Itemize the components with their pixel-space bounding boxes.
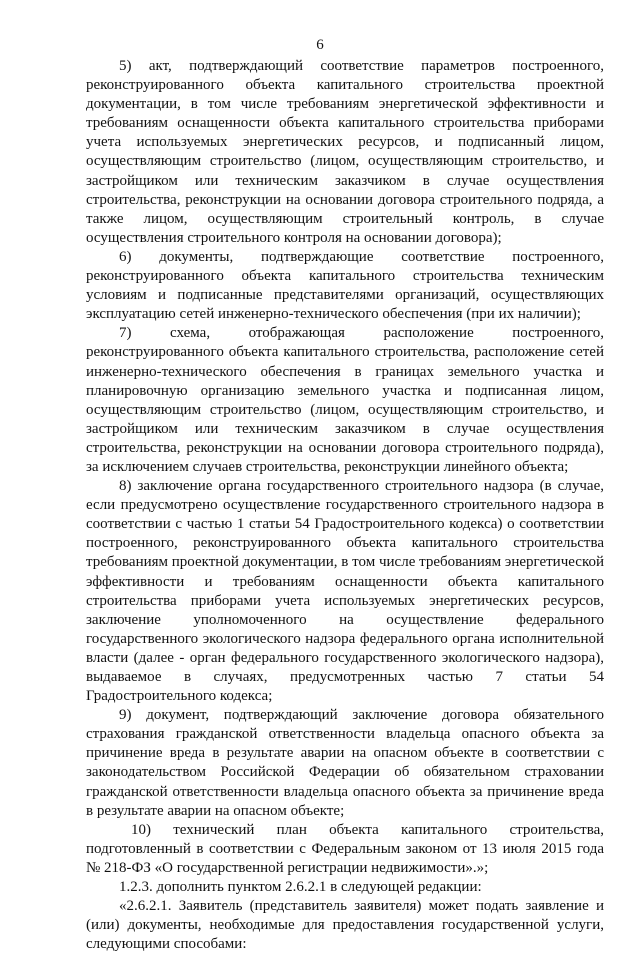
paragraph-item-10: 10) технический план объекта капитального строительства, подготовленный в соответствии с Федеральным законом от 13 июля 2015 года № 218-ФЗ «О государственной регистрации недвижимости».»; (86, 821, 604, 876)
paragraph-item-9: 9) документ, подтверждающий заключение договора обязательного страхования гражданской ответственности владельца опасного объекта за причинение вреда в результате аварии на опасном объекте в соответствии с законодательством Российской Федерации об обязательном страховании гражданской ответственности владельца опасного объекта за причинение вреда в результате аварии на опасном объекте; (86, 707, 604, 819)
paragraph-clause-2-6-2-1: «2.6.2.1. Заявитель (представитель заявителя) может подать заявление и (или) документы, необходимые для предоставления государственной услуги, следующими способами: (86, 898, 604, 953)
paragraph-item-7: 7) схема, отображающая расположение построенного, реконструированного объекта капитального строительства, расположение сетей инженерно-технического обеспечения в границах земельного участка и планировочную организацию земельного участка и подписанная лицом, осуществляющим строительство (лицом, осуществляющим строительство, и застройщиком или техническим заказчиком в случае осуществления строительства, реконструкции на основании договора строительного подряда), за исключением случаев строительства, реконструкции линейного объекта; (86, 325, 604, 475)
paragraph-item-6: 6) документы, подтверждающие соответствие построенного, реконструированного объекта капитального строительства техническим условиям и подписанные представителями организаций, осуществляющих эксплуатацию сетей инженерно-технического обеспечения (при их наличии); (86, 248, 604, 323)
paragraph-item-8: 8) заключение органа государственного строительного надзора (в случае, если предусмотрено осуществление государственного строительного надзора в соответствии с частью 1 статьи 54 Градостроительного кодекса) о соответствии построенного, реконструированного объекта капитального строительства требованиям проектной документации, в том числе требованиям энергетической эффективности и требованиям оснащенности объекта капитального строительства приборами учета используемых энергетических ресурсов, заключение уполномоченного на осуществление федерального государственного экологического надзора федерального органа исполнительной власти (далее - орган федерального государственного экологического надзора), выдаваемое в случаях, предусмотренных частью 7 статьи 54 Градостроительного кодекса; (86, 478, 604, 705)
document-body (86, 57, 604, 954)
paragraph-item-5: 5) акт, подтверждающий соответствие параметров построенного, реконструированного объекта капитального строительства проектной документации, в том числе требованиям энергетической эффективности и требованиям оснащенности объекта капитального строительства приборами учета используемых энергетических ресурсов, и подписанный лицом, осуществляющим строительство (лицом, осуществляющим строительство, и застройщиком или техническим заказчиком в случае осуществления строительства, реконструкции на основании договора строительного подряда, а также лицом, осуществляющим строительный контроль, в случае осуществления строительного контроля на основании договора); (86, 58, 604, 246)
paragraph-clause-1-2-3: 1.2.3. дополнить пунктом 2.6.2.1 в следующей редакции: (119, 879, 482, 896)
page-number: 6 (316, 37, 324, 53)
